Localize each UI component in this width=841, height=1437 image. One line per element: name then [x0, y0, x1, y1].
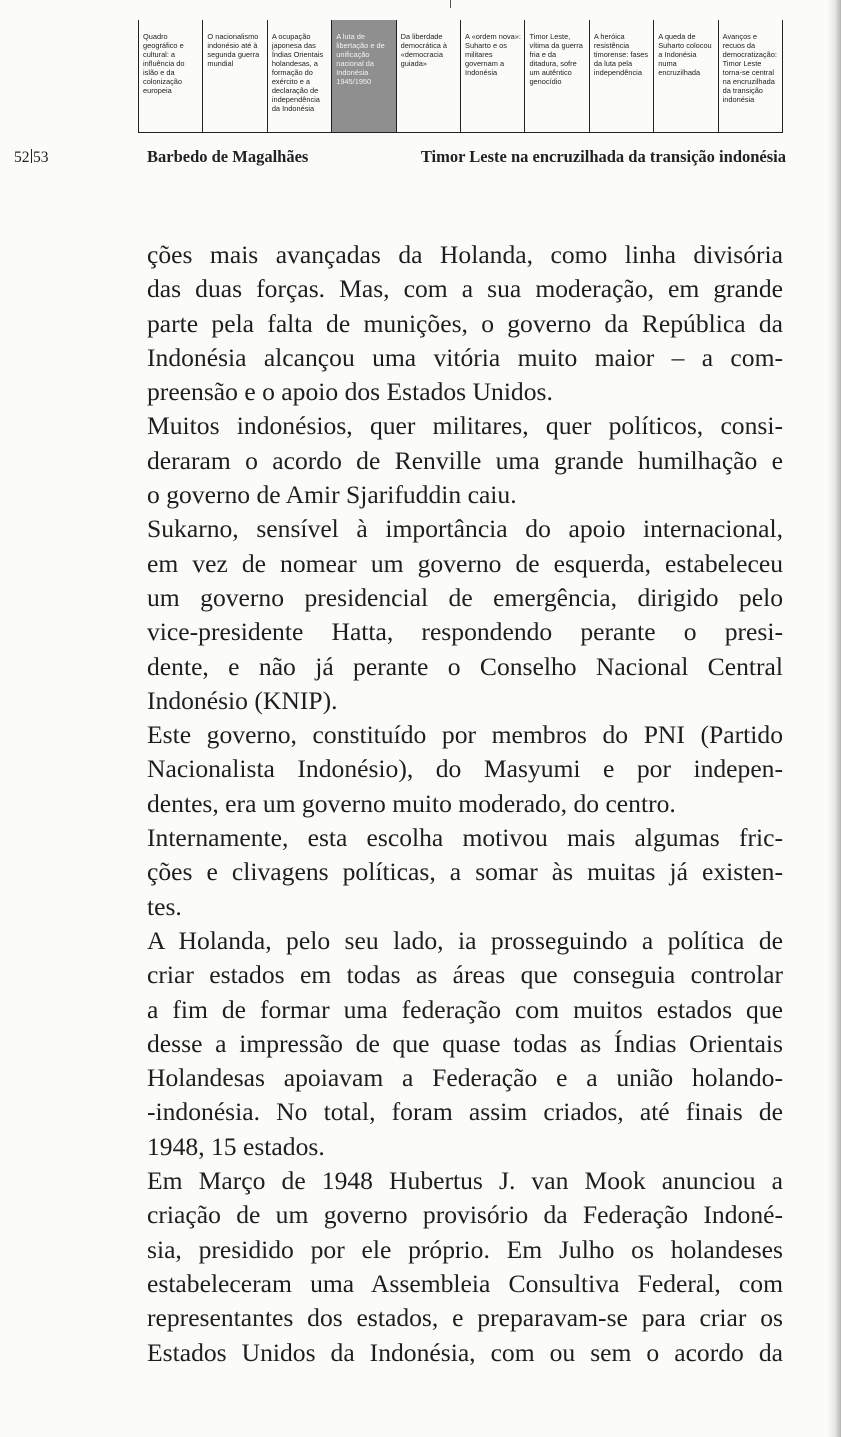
chapter-tab-line: governam a — [465, 59, 505, 68]
chapter-tab-line: unificação — [336, 50, 370, 59]
chapter-tab-line: recuos da — [722, 41, 756, 50]
chapter-tab-line: geográfico e — [143, 41, 184, 50]
chapter-tab-line: Indonésia — [465, 68, 498, 77]
chapter-tab-line: na encruzilhada — [722, 77, 775, 86]
chapter-tab-line: fria e da — [529, 50, 557, 59]
text-line: um governo presidencial de emergência, dirigido pelo — [147, 582, 783, 612]
text-line: das duas forças. Mas, com a sua moderação, em grande — [147, 274, 783, 304]
chapter-tab-line: A «ordem nova»: — [465, 32, 521, 41]
page-edge-shadow — [827, 0, 841, 1437]
chapter-tab-line: um autêntico — [529, 68, 572, 77]
chapter-tab-line: libertação e de — [336, 41, 385, 50]
page-numbers — [14, 149, 49, 167]
chapter-tab-line: indonésio até à — [207, 41, 258, 50]
chapter-tab-8 — [589, 20, 653, 132]
text-line: Indonésio (KNIP). — [147, 685, 338, 715]
chapter-tab-line: A heróica — [593, 32, 625, 41]
running-author: Barbedo de Magalhães — [147, 147, 309, 166]
chapter-tab-line: Timor Leste — [722, 59, 762, 68]
text-line: Internamente, esta escolha motivou mais algumas fric- — [147, 823, 783, 853]
chapter-tab-line: segunda guerra — [207, 50, 260, 59]
chapter-tab-line: democratização: — [722, 50, 777, 59]
chapter-tab-7 — [524, 20, 588, 132]
running-title: Timor Leste na encruzilhada da transição indonésia — [420, 147, 786, 166]
text-line: dente, e não já perante o Conselho Nacional Central — [147, 651, 783, 681]
text-line: Muitos indonésios, quer militares, quer políticos, consi- — [147, 411, 783, 441]
chapter-tab-line: A queda de — [658, 32, 696, 41]
chapter-tab-2 — [202, 20, 266, 132]
chapter-tab-line: Avanços e — [722, 32, 758, 41]
text-line: criação de um governo provisório da Federação Indoné- — [147, 1200, 783, 1230]
page-number-right: 53 — [33, 149, 49, 166]
chapter-tab-line: A luta de — [336, 32, 365, 41]
chapter-tab-line: independência — [593, 68, 642, 77]
text-line: o governo de Amir Sjarifuddin caiu. — [147, 480, 517, 510]
chapter-tab-line: «democracia — [400, 50, 443, 59]
chapter-tab-line: islão e da — [143, 68, 175, 77]
text-line: desse a impressão de que quase todas as Índias Orientais — [147, 1028, 783, 1058]
chapter-tab-10 — [718, 20, 783, 132]
chapter-tab-line: militares — [465, 50, 493, 59]
chapter-tab-line: formação do — [271, 68, 313, 77]
chapter-tab-line: Quadro — [143, 32, 168, 41]
chapter-tab-line: japonesa das — [271, 41, 316, 50]
chapter-tab-line: encruzilhada — [658, 68, 701, 77]
chapter-tab-line: Suharto e os — [465, 41, 507, 50]
chapter-tab-line: democrática à — [400, 41, 448, 50]
chapter-tab-line: 1945/1950 — [336, 77, 372, 86]
chapter-tab-line: Suharto colocou — [658, 41, 712, 50]
text-line: deraram o acordo de Renville uma grande humilhação e — [147, 445, 783, 475]
text-line: estabeleceram uma Assembleia Consultiva Federal, com — [147, 1268, 783, 1298]
body-text — [147, 238, 783, 1370]
text-line: ções e clivagens políticas, a somar às muitas já existen- — [147, 857, 783, 887]
chapter-tab-line: a Indonésia — [658, 50, 697, 59]
text-line: -indonésia. No total, foram assim criados, até finais de — [147, 1097, 783, 1127]
text-line: em vez de nomear um governo de esquerda, estabeleceu — [147, 548, 783, 578]
text-line: Indonésia alcançou uma vitória muito maior – a com- — [147, 342, 783, 372]
page-number-left: 52 — [14, 149, 30, 166]
text-line: Este governo, constituído por membros do PNI (Partido — [147, 720, 783, 750]
text-line: vice-presidente Hatta, respondendo perante o presi- — [147, 617, 783, 647]
top-tick-mark — [450, 0, 451, 8]
chapter-tab-5 — [396, 20, 460, 132]
chapter-tab-line: numa — [658, 59, 677, 68]
chapter-tabs — [138, 20, 783, 133]
chapter-tab-6 — [460, 20, 524, 132]
chapter-tab-line: resistência — [593, 41, 630, 50]
chapter-tab-line: cultural: a — [143, 50, 176, 59]
text-line: Sukarno, sensível à importância do apoio internacional, — [147, 514, 783, 544]
chapter-tab-line: torna-se central — [722, 68, 775, 77]
chapter-tab-line: indonésia — [722, 95, 755, 104]
chapter-tab-line: independência — [271, 95, 320, 104]
text-line: sia, presidido por ele próprio. Em Julho os holandeses — [147, 1234, 783, 1264]
chapter-tab-line: da transição — [722, 86, 763, 95]
text-line: preensão e o apoio dos Estados Unidos. — [147, 377, 553, 407]
text-line: Estados Unidos da Indonésia, com ou sem o acordo da — [147, 1337, 783, 1367]
text-line: Holandesas apoiavam a Federação e a união holando- — [147, 1063, 783, 1093]
chapter-tab-line: declaração de — [271, 86, 319, 95]
chapter-tab-line: A ocupação — [271, 32, 311, 41]
text-line: ções mais avançadas da Holanda, como linha divisória — [147, 240, 783, 269]
text-line: Nacionalista Indonésio), do Masyumi e por indepen- — [147, 754, 783, 784]
text-line: 1948, 15 estados. — [147, 1131, 325, 1161]
chapter-tab-3 — [267, 20, 331, 132]
chapter-tab-line: colonização — [143, 77, 183, 86]
chapter-tab-line: genocídio — [529, 77, 562, 86]
text-line: Em Março de 1948 Hubertus J. van Mook anunciou a — [147, 1166, 783, 1196]
chapter-tab-line: influência do — [143, 59, 185, 68]
chapter-tab-line: mundial — [207, 59, 234, 68]
text-line: criar estados em todas as áreas que conseguia controlar — [147, 960, 783, 990]
chapter-tab-line: Da liberdade — [400, 32, 443, 41]
chapter-tab-line: Indonésia — [336, 68, 369, 77]
text-line: representantes dos estados, e preparavam-se para criar os — [147, 1303, 783, 1333]
chapter-tab-1 — [138, 20, 202, 132]
chapter-tab-line: Índias Orientais — [271, 50, 324, 59]
chapter-tab-line: guiada» — [400, 59, 427, 68]
chapter-tab-line: Timor Leste, — [529, 32, 571, 41]
chapter-tab-line: timorense: fases — [593, 50, 649, 59]
page-number-separator — [31, 149, 33, 163]
chapter-tab-line: da Indonésia — [271, 104, 315, 113]
chapter-tab-line: ditadura, sofre — [529, 59, 577, 68]
text-line: tes. — [147, 891, 182, 921]
chapter-tab-line: holandesas, a — [271, 59, 318, 68]
chapter-tab-line: nacional da — [336, 59, 375, 68]
chapter-tab-line: da luta pela — [593, 59, 633, 68]
text-line: a fim de formar uma federação com muitos estados que — [147, 994, 783, 1024]
text-line: dentes, era um governo muito moderado, do centro. — [147, 788, 676, 818]
text-line: A Holanda, pelo seu lado, ia prosseguindo a política de — [147, 925, 783, 955]
chapter-tab-line: vítima da guerra — [529, 41, 583, 50]
chapter-tab-line: exército e a — [271, 77, 311, 86]
chapter-tab-line: O nacionalismo — [207, 32, 259, 41]
chapter-tab-line: europeia — [143, 86, 172, 95]
chapter-tab-9 — [653, 20, 717, 132]
chapter-tab-4 — [331, 20, 395, 132]
text-line: parte pela falta de munições, o governo da República da — [147, 308, 783, 338]
